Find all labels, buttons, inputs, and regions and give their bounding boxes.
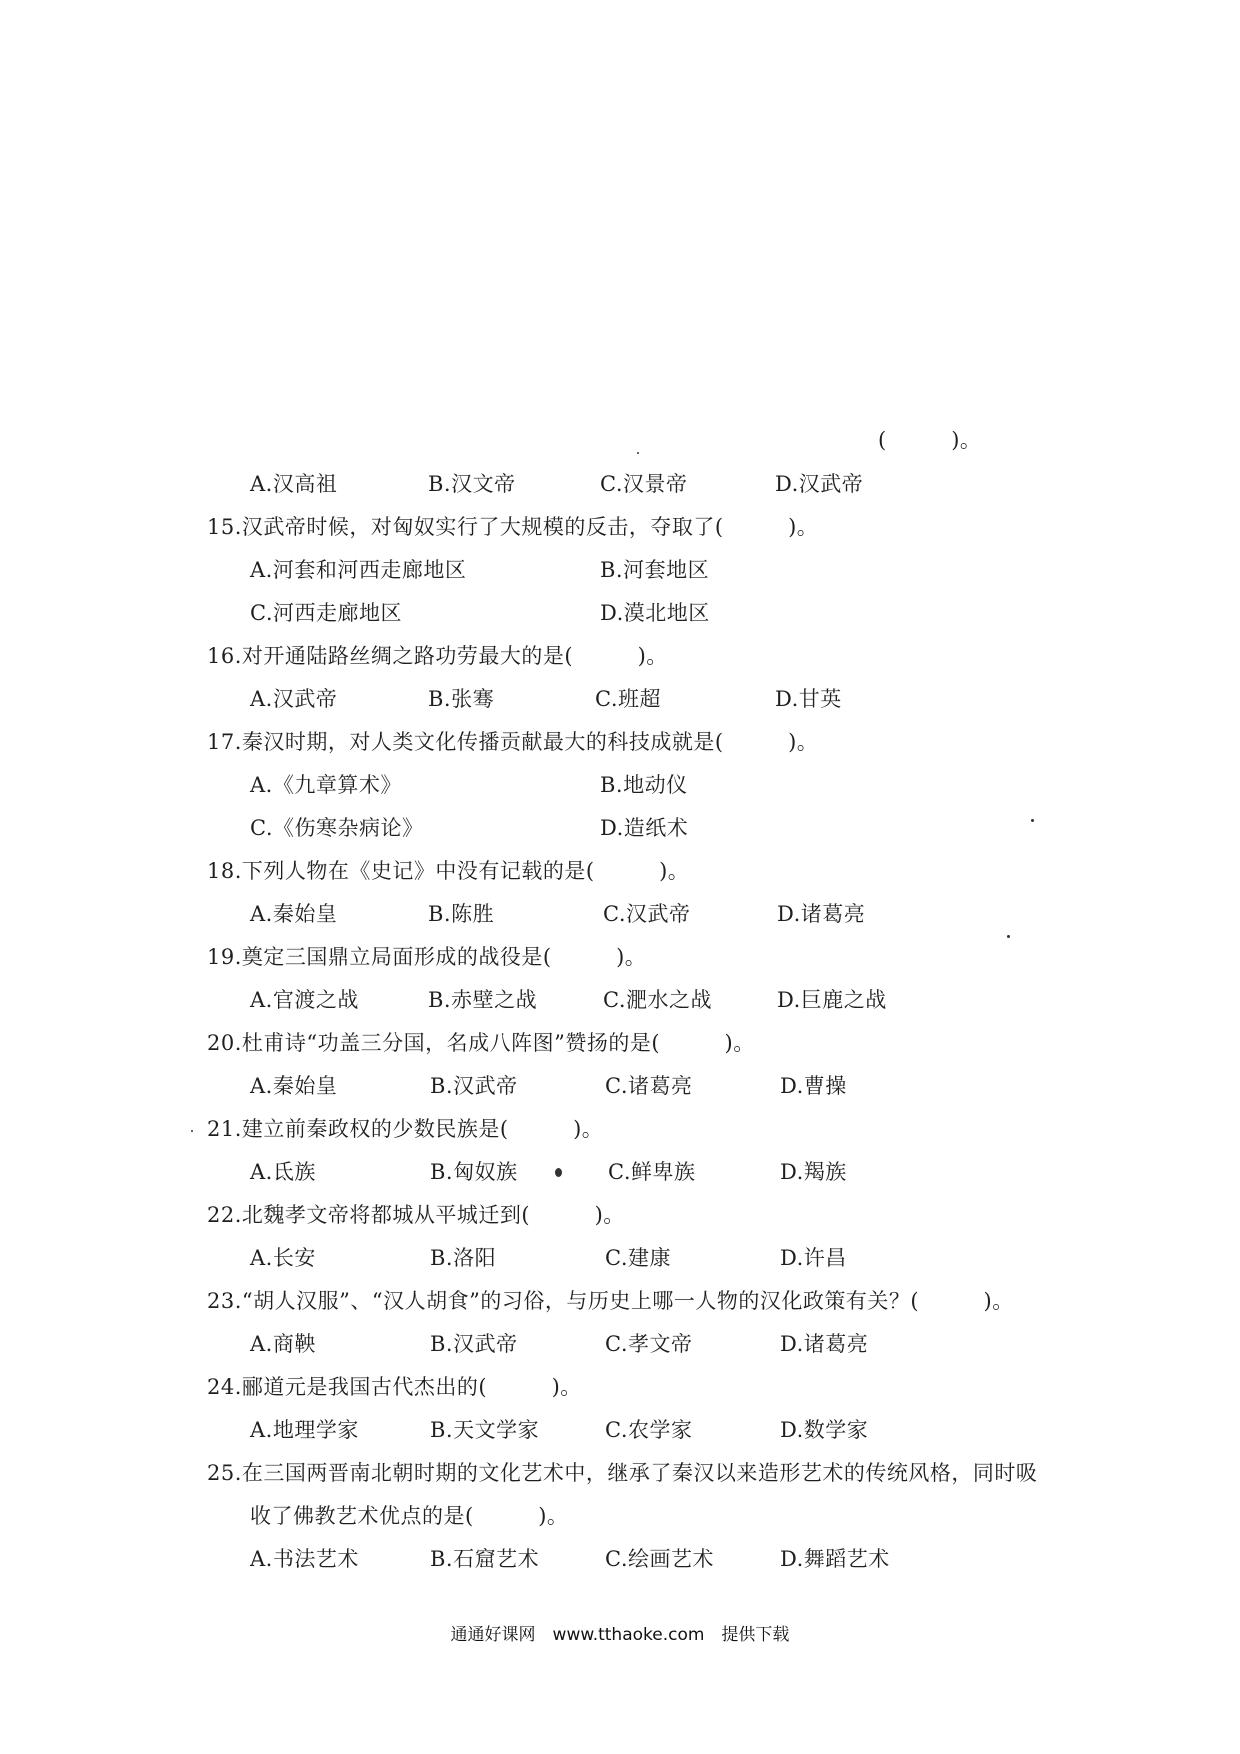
- option[interactable]: A.河套和河西走廊地区: [250, 558, 467, 582]
- question-stem: 15.汉武帝时候，对匈奴实行了大规模的反击，夺取了( )。: [207, 515, 819, 539]
- question-stem: 23.“胡人汉服”、“汉人胡食”的习俗，与历史上哪一人物的汉化政策有关？( )。: [207, 1289, 1014, 1313]
- option[interactable]: D.汉武帝: [775, 472, 864, 496]
- footer-text: 通通好课网 www.tthaoke.com 提供下载: [450, 1625, 790, 1645]
- question-stem: 16.对开通陆路丝绸之路功劳最大的是( )。: [207, 644, 668, 668]
- option[interactable]: A.氐族: [250, 1160, 316, 1184]
- option[interactable]: B.汉文帝: [428, 472, 516, 496]
- question-options: [250, 900, 1050, 928]
- option[interactable]: C.汉武帝: [603, 902, 691, 926]
- option[interactable]: A.地理学家: [250, 1418, 359, 1442]
- option[interactable]: D.羯族: [780, 1160, 847, 1184]
- scan-speck: [555, 1168, 562, 1177]
- option[interactable]: B.汉武帝: [430, 1074, 518, 1098]
- option[interactable]: C.绘画艺术: [605, 1547, 714, 1571]
- question-stem: 21.建立前秦政权的少数民族是( )。: [207, 1117, 604, 1141]
- scan-speck: [1007, 935, 1010, 938]
- option[interactable]: A.长安: [250, 1246, 316, 1270]
- question-options: [250, 685, 1050, 713]
- question-options: [250, 1330, 1050, 1358]
- question-stem: 18.下列人物在《史记》中没有记载的是( )。: [207, 859, 690, 883]
- option[interactable]: B.天文学家: [430, 1418, 540, 1442]
- option[interactable]: D.许昌: [780, 1246, 847, 1270]
- option[interactable]: A.汉高祖: [250, 472, 338, 496]
- option[interactable]: C.汉景帝: [600, 472, 688, 496]
- option[interactable]: A.书法艺术: [250, 1547, 359, 1571]
- scan-speck: [637, 452, 639, 454]
- option[interactable]: D.曹操: [780, 1074, 847, 1098]
- option[interactable]: C.班超: [595, 687, 661, 711]
- option[interactable]: B.石窟艺术: [430, 1547, 540, 1571]
- question-options: [250, 986, 1050, 1014]
- question-stem: 19.奠定三国鼎立局面形成的战役是( )。: [207, 945, 647, 969]
- option[interactable]: B.张骞: [428, 687, 495, 711]
- option[interactable]: D.甘英: [775, 687, 842, 711]
- option[interactable]: C.孝文帝: [605, 1332, 693, 1356]
- option[interactable]: A.汉武帝: [250, 687, 338, 711]
- scan-speck: [191, 1130, 193, 1132]
- option[interactable]: C.河西走廊地区: [250, 601, 402, 625]
- question-options: [250, 556, 1050, 584]
- option[interactable]: A.秦始皇: [250, 1074, 338, 1098]
- option[interactable]: B.赤壁之战: [428, 988, 538, 1012]
- question-stem: 20.杜甫诗“功盖三分国，名成八阵图”赞扬的是( )。: [207, 1031, 755, 1055]
- question-options: [250, 1072, 1050, 1100]
- option[interactable]: D.舞蹈艺术: [780, 1547, 890, 1571]
- q14-options: [250, 470, 1050, 498]
- option[interactable]: A.商鞅: [250, 1332, 316, 1356]
- question-options: [250, 1244, 1050, 1272]
- option[interactable]: D.诸葛亮: [780, 1332, 869, 1356]
- option[interactable]: B.陈胜: [428, 902, 495, 926]
- question-options: [250, 599, 1050, 627]
- option[interactable]: C.建康: [605, 1246, 671, 1270]
- question-options: [250, 1416, 1050, 1444]
- question-stem: 24.郦道元是我国古代杰出的( )。: [207, 1375, 582, 1399]
- option[interactable]: C.农学家: [605, 1418, 693, 1442]
- option[interactable]: D.漠北地区: [600, 601, 710, 625]
- option[interactable]: B.汉武帝: [430, 1332, 518, 1356]
- option[interactable]: C.诸葛亮: [605, 1074, 693, 1098]
- question-stem: 17.秦汉时期，对人类文化传播贡献最大的科技成就是( )。: [207, 730, 819, 754]
- question-options: [250, 1545, 1050, 1573]
- option[interactable]: A.秦始皇: [250, 902, 338, 926]
- question-stem-continued: 收了佛教艺术优点的是( )。: [250, 1504, 569, 1528]
- option[interactable]: D.造纸术: [600, 816, 689, 840]
- option[interactable]: D.数学家: [780, 1418, 869, 1442]
- option[interactable]: C.淝水之战: [603, 988, 712, 1012]
- option[interactable]: B.洛阳: [430, 1246, 497, 1270]
- option[interactable]: D.诸葛亮: [777, 902, 866, 926]
- scan-speck: [1031, 819, 1034, 822]
- question-options: [250, 1158, 1050, 1186]
- question-options: [250, 814, 1050, 842]
- question-options: [250, 771, 1050, 799]
- option[interactable]: B.地动仪: [600, 773, 688, 797]
- question-stem: 22.北魏孝文帝将都城从平城迁到( )。: [207, 1203, 625, 1227]
- question-stem: 25.在三国两晋南北朝时期的文化艺术中，继承了秦汉以来造形艺术的传统风格，同时吸: [207, 1461, 1038, 1485]
- option[interactable]: C.《伤寒杂病论》: [250, 816, 424, 840]
- option[interactable]: A.官渡之战: [250, 988, 359, 1012]
- option[interactable]: C.鲜卑族: [608, 1160, 696, 1184]
- q14-fragment: ( )。: [878, 428, 982, 452]
- option[interactable]: B.河套地区: [600, 558, 710, 582]
- option[interactable]: D.巨鹿之战: [777, 988, 887, 1012]
- option[interactable]: B.匈奴族: [430, 1160, 518, 1184]
- option[interactable]: A.《九章算术》: [250, 773, 402, 797]
